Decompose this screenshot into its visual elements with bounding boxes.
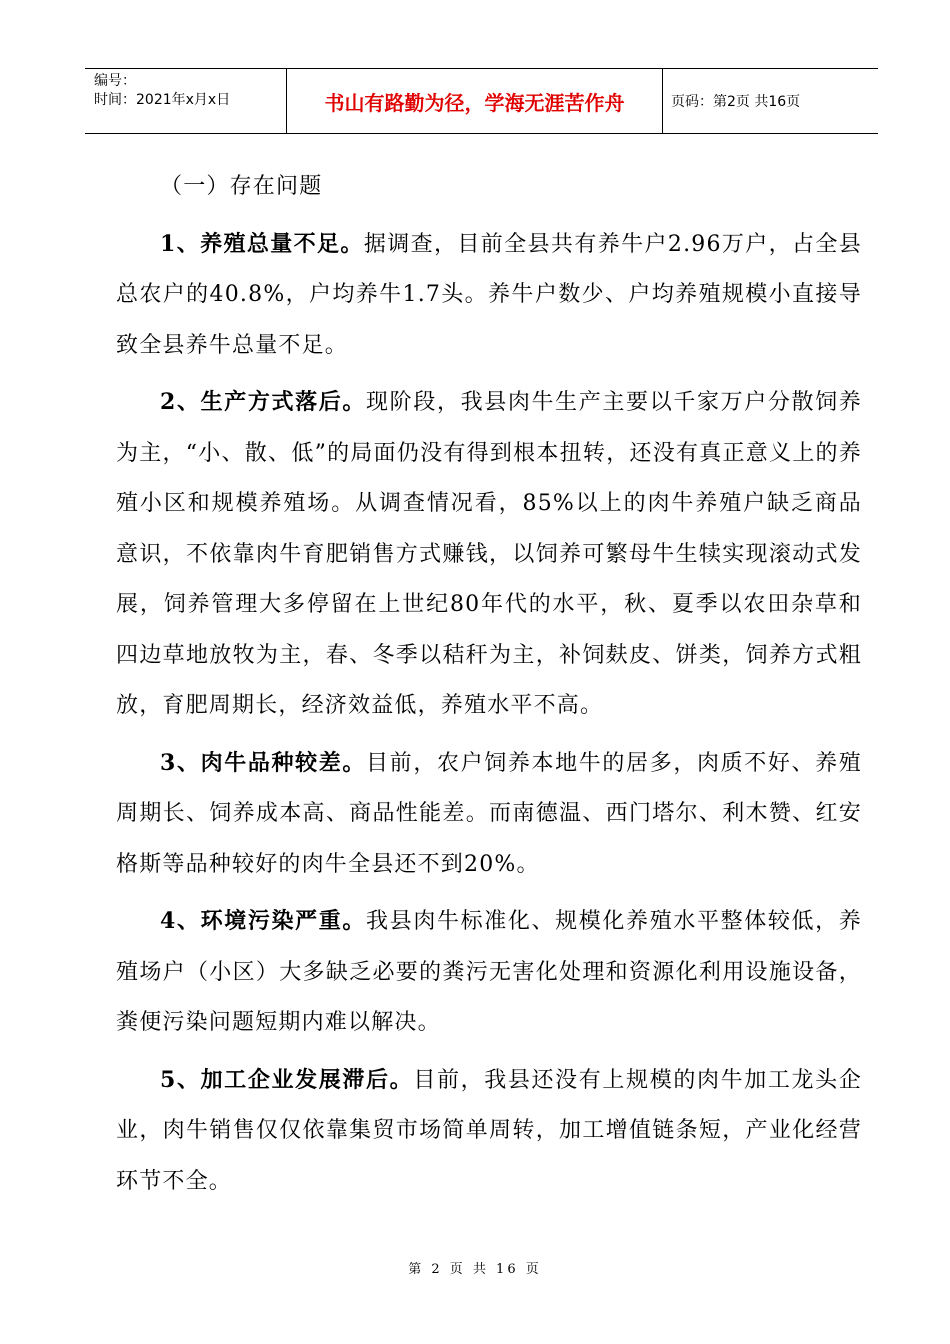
paragraph-4 [116,896,862,1049]
paragraph-3-text: 目前，农户饲养本地牛的居多，肉质不好、养殖周期长、饲养成本高、商品性能差。而南德温、西门塔尔、利木赞、红安格斯等品种较好的肉牛全县还不到20%。 [116,750,862,877]
document-number-label: 编号： [94,73,136,89]
paragraph-2 [116,377,862,732]
paragraph-1 [116,219,862,372]
paragraph-4-lead: 4、环境污染严重。 [160,908,367,934]
page-footer: 第 2 页 共 16 页 [408,1262,542,1277]
paragraph-3-lead: 3、肉牛品种较差。 [160,749,367,776]
paragraph-5-text: 目前，我县还没有上规模的肉牛加工龙头企业，肉牛销售仅仅依靠集贸市场简单周转，加工增值链条短，产业化经营环节不全。 [116,1067,862,1194]
page-header [85,68,878,134]
paragraph-1-text: 据调查，目前全县共有养牛户2.96万户，占全县总农户的40.8%，户均养牛1.7头。养牛户数少、户均养殖规模小直接导致全县养牛总量不足。 [116,231,862,358]
header-motto: 书山有路勤为径，学海无涯苦作舟 [287,69,663,133]
header-meta [85,69,287,133]
paragraph-2-lead: 2、生产方式落后。 [160,389,367,415]
paragraph-2-text: 现阶段，我县肉牛生产主要以千家万户分散饲养为主，“小、散、低”的局面仍没有得到根本扭转，还没有真正意义上的养殖小区和规模养殖场。从调查情况看，85%以上的肉牛养殖户缺乏商品意识，不依靠肉牛育肥销售方式赚钱，以饲养可繁母牛生犊实现滚动式发展，饲养管理大多停留在上世纪80年代的水平，秋、夏季以农田杂草和四边草地放牧为主，春、冬季以秸秆为主，补饲麸皮、饼类，饲养方式粗放，育肥周期长，经济效益低，养殖水平不高。 [116,390,862,718]
document-time-label: 时间：2021年x月x日 [94,92,231,108]
section-heading: （一）存在问题 [160,174,323,199]
paragraph-1-lead: 1、养殖总量不足。 [160,230,364,257]
paragraph-3 [116,738,862,891]
paragraph-4-text: 我县肉牛标准化、规模化养殖水平整体较低，养殖场户（小区）大多缺乏必要的粪污无害化处理和资源化利用设施设备，粪便污染问题短期内难以解决。 [116,909,862,1035]
paragraph-5-lead: 5、加工企业发展滞后。 [160,1066,414,1093]
document-body [116,162,862,1213]
header-page-info: 页码：第2页 共16页 [671,94,801,110]
paragraph-5 [116,1055,862,1208]
